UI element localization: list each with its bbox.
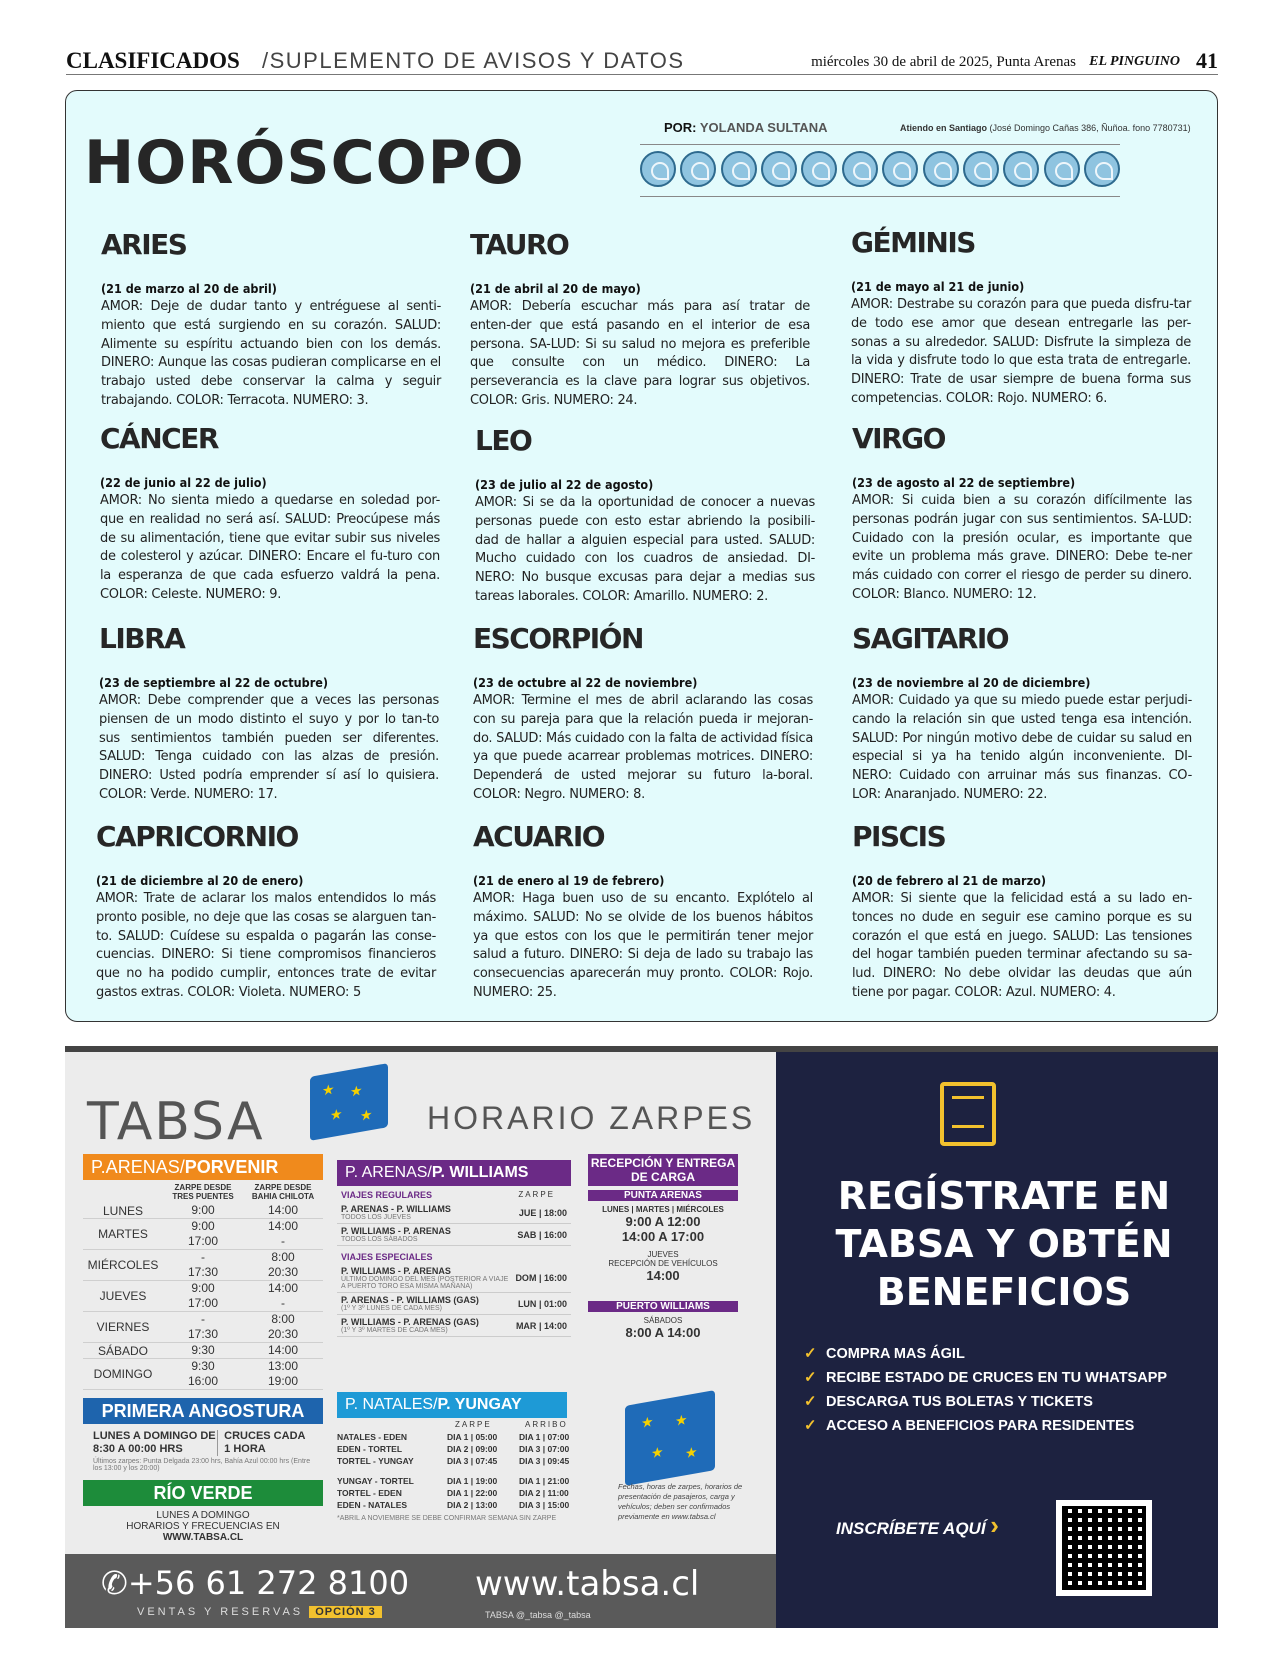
benefit-item: ✓ RECIBE ESTADO DE CRUCES EN TU WHATSAPP [804, 1366, 1167, 1390]
col-tres-puentes: ZARPE DESDE TRES PUENTES [172, 1183, 234, 1201]
porvenir-row [83, 1281, 323, 1312]
cargo-saturdays: SÁBADOS [643, 1316, 683, 1325]
tabsa-logo: TABSA [87, 1092, 265, 1152]
sign-dates: (21 de diciembre al 20 de enero) [96, 873, 304, 888]
separator: | [536, 1320, 544, 1331]
williams-title-a: P. ARENAS/ [345, 1164, 432, 1181]
row-tres-puentes: 9:30 16:00 [187, 1359, 219, 1388]
route-note: TODOS LOS SÁBADOS [341, 1236, 418, 1243]
yungay-arribo: DIA 3 | 07:00 [519, 1444, 570, 1454]
regular-trips-label: VIAJES REGULARES [341, 1190, 433, 1200]
yungay-route: TORTEL - EDEN [337, 1488, 402, 1498]
yungay-row [337, 1455, 593, 1467]
route-hour: 16:00 [543, 1229, 567, 1240]
route-cell [341, 1295, 479, 1312]
section-title: CLASIFICADOS [66, 48, 240, 73]
route-note: (1º Y 3º MARTES DE CADA MES) [341, 1327, 448, 1334]
issue-date: miércoles 30 de abril de 2025, Punta Arenas [811, 54, 1076, 70]
route-cell [341, 1317, 479, 1334]
sign-acuario [473, 820, 813, 1003]
sign-geminis [851, 226, 1191, 409]
yungay-arribo: DIA 1 | 21:00 [519, 1476, 570, 1486]
taurus-icon [680, 151, 716, 187]
sign-sagitario [852, 622, 1192, 805]
separator: | [536, 1273, 544, 1283]
row-bahia-chilota: 13:00 19:00 [267, 1359, 299, 1388]
icon-rule-top [640, 144, 1120, 145]
angostura-hours: LUNES A DOMINGO DE 8:30 A 00:00 HRS [93, 1430, 216, 1455]
row-bahia-chilota: 8:00 20:30 [267, 1250, 299, 1279]
yungay-row [337, 1499, 593, 1511]
benefit-item: ✓ ACCESO A BENEFICIOS PARA RESIDENTES [804, 1414, 1167, 1438]
zodiac-icons [640, 151, 1120, 187]
sagittarius-icon [963, 151, 999, 187]
zarpe-label: ZARPE [518, 1190, 555, 1199]
row-day: LUNES [102, 1203, 143, 1218]
yungay-route: TORTEL - YUNGAY [337, 1456, 414, 1466]
benefit-item: ✓ DESCARGA TUS BOLETAS Y TICKETS [804, 1390, 1167, 1414]
sign-name: TAURO [470, 228, 569, 261]
route-cell [341, 1266, 511, 1290]
rioverde-line2: HORARIOS Y FRECUENCIAS EN [126, 1521, 280, 1532]
cargo-panel [588, 1154, 738, 1340]
row-bahia-chilota: 14:00 - [267, 1219, 299, 1248]
phone-text: +56 61 272 8100 [127, 1564, 410, 1602]
porvenir-title-a: P.ARENAS/ [91, 1157, 185, 1177]
sign-dates: (21 de mayo al 21 de junio) [851, 279, 1025, 294]
schedule-panel [65, 1052, 776, 1628]
route-note: TODOS LOS JUEVES [341, 1214, 411, 1221]
sign-dates: (23 de septiembre al 22 de octubre) [99, 675, 329, 690]
yungay-row [337, 1475, 593, 1487]
author-name: YOLANDA SULTANA [699, 120, 828, 135]
benefits-list [804, 1342, 1167, 1438]
cancer-icon [761, 151, 797, 187]
sign-dates: (22 de junio al 22 de julio) [100, 475, 267, 490]
sign-name: LEO [475, 424, 532, 457]
sign-name: ARIES [101, 228, 187, 261]
yungay-zarpe: DIA 2 | 09:00 [447, 1444, 498, 1454]
angostura-note: Últimos zarpes: Punta Delgada 23:00 hrs, Bahía Azul 00:00 hrs (Entre los 13:00 y los 20:00) [93, 1458, 311, 1472]
phone-icon: ✆ [101, 1564, 128, 1602]
leo-icon [801, 151, 837, 187]
social-handles: TABSA @_tabsa @_tabsa [485, 1610, 591, 1620]
sign-name: ESCORPIÓN [473, 622, 643, 655]
route-day: DOM [515, 1273, 537, 1283]
porvenir-row [83, 1250, 323, 1281]
yungay-row [337, 1443, 593, 1455]
confirmation-note: Fechas, horas de zarpes, horarios de presentación de pasajeros, carga y vehículos; deben ser confirmados previamente en www.tabsa.cl [618, 1482, 743, 1521]
route-name: P. WILLIAMS - P. ARENAS [341, 1266, 451, 1276]
porvenir-row [83, 1343, 323, 1359]
yungay-row [337, 1431, 593, 1443]
williams-schedule [337, 1160, 571, 1337]
cargo-pa: PUNTA ARENAS [588, 1190, 738, 1201]
yungay-zarpe: DIA 3 | 07:45 [447, 1456, 498, 1466]
author-address [900, 123, 1191, 133]
header-divider [66, 74, 1218, 75]
williams-row [337, 1264, 571, 1293]
virgo-icon [842, 151, 878, 187]
porvenir-row [83, 1359, 323, 1390]
scorpio-icon [923, 151, 959, 187]
route-note: ÚLTIMO DOMINGO DEL MES (POSTERIOR A VIAJE A PUERTO TORO ESA MISMA MAÑANA) [341, 1276, 509, 1290]
route-time [516, 1321, 567, 1331]
cargo-h1: 9:00 A 12:00 [625, 1214, 701, 1229]
route-time [519, 1208, 567, 1218]
horoscope-title: HORÓSCOPO [84, 128, 525, 198]
cargo-saturday-hours: 8:00 A 14:00 [625, 1325, 701, 1340]
sign-dates: (21 de enero al 19 de febrero) [473, 873, 665, 888]
route-day: MAR [515, 1320, 537, 1331]
porvenir-title [83, 1154, 323, 1180]
aries-icon [640, 151, 676, 187]
porvenir-schedule [83, 1154, 323, 1390]
route-hour: 18:00 [543, 1207, 567, 1218]
sign-text: AMOR: Trate de aclarar los malos entendidos lo más pronto posible, no deje que las cosas se alarguen tan-to. SALUD: Cuídese su espalda o pagarán las conse-cuencias. DINERO: Si tiene compromisos financieros que no ha podido cumplir, entonces trate de evitar gastos extras. COLOR: Violeta. NUMERO: 5 [96, 891, 436, 1000]
yungay-title-a: P. NATALES/ [345, 1396, 438, 1413]
sign-name: SAGITARIO [852, 622, 1009, 655]
williams-special-rows [337, 1264, 571, 1337]
sign-dates: (21 de marzo al 20 de abril) [101, 281, 277, 296]
williams-row [337, 1202, 571, 1224]
rioverde-line1: LUNES A DOMINGO [156, 1510, 250, 1521]
sign-name: LIBRA [99, 622, 185, 655]
capricorn-icon [1003, 151, 1039, 187]
address-bold: Atiendo en Santiago [900, 123, 988, 133]
page-header [66, 48, 1218, 74]
sign-aries [101, 228, 441, 411]
sign-text: AMOR: Deje de dudar tanto y entréguese al senti-miento que está surgiendo en su corazón. SALUD: Alimente su espíritu actuando bien con los demás. DINERO: Aunque las cosas pudieran complicarse en el trabajo usted debe conservar la calma y seguir trabajando. COLOR: Terracota. NUMERO: 3. [101, 299, 441, 408]
sign-text: AMOR: Debe comprender que a veces las personas piensen de un modo distinto el suyo y por lo tan-to sus sentimientos también pueden ser diferentes. SALUD: Tenga cuidado con las alzas de presión. DINERO: Usted podría emprender sí así lo quisiera. COLOR: Verde. NUMERO: 17. [99, 693, 439, 802]
angostura-schedule [83, 1398, 323, 1474]
row-day: VIERNES [96, 1320, 150, 1334]
separator: | [536, 1298, 544, 1309]
porvenir-row [83, 1312, 323, 1343]
angostura-frequency: CRUCES CADA 1 HORA [217, 1430, 313, 1456]
row-tres-puentes: - 17:30 [187, 1312, 219, 1341]
register-panel [776, 1052, 1218, 1628]
yungay-zarpe: DIA 1 | 19:00 [447, 1476, 498, 1486]
rioverde-title: RÍO VERDE [83, 1480, 323, 1506]
yungay-arribo: DIA 3 | 09:45 [519, 1456, 570, 1466]
sign-name: CAPRICORNIO [96, 820, 298, 853]
porvenir-title-b: PORVENIR [184, 1157, 279, 1177]
route-name: P. ARENAS - P. WILLIAMS (GAS) [341, 1295, 479, 1305]
qr-code[interactable] [1056, 1500, 1152, 1596]
yungay-route: EDEN - TORTEL [337, 1444, 403, 1454]
flag-logo-icon: ★ ★ ★ ★ [310, 1063, 388, 1141]
route-day: LUN [517, 1298, 537, 1309]
row-tres-puentes: 9:30 [191, 1343, 215, 1357]
yungay-row [337, 1487, 593, 1499]
row-bahia-chilota: 14:00 - [267, 1281, 299, 1310]
route-day: JUE [518, 1207, 537, 1218]
tabsa-advertisement [65, 1046, 1218, 1628]
cargo-vehicles-hour: 14:00 [646, 1268, 680, 1283]
cargo-vehicles: RECEPCIÓN DE VEHÍCULOS [608, 1259, 718, 1268]
sign-name: ACUARIO [473, 820, 605, 853]
sign-piscis [852, 820, 1192, 1003]
section-subtitle: /SUPLEMENTO DE AVISOS Y DATOS [262, 48, 685, 73]
sign-tauro [470, 228, 810, 411]
angostura-title: PRIMERA ANGOSTURA [83, 1398, 323, 1424]
row-tres-puentes: 9:00 17:00 [187, 1219, 219, 1248]
chevron-right-icon: › [990, 1510, 999, 1540]
flag-graphic-icon: ★ ★ ★ ★ [625, 1390, 715, 1486]
williams-rows [337, 1202, 571, 1246]
yungay-zarpe: DIA 2 | 13:00 [447, 1500, 498, 1510]
col-bahia-chilota: ZARPE DESDE BAHIA CHILOTA [251, 1183, 315, 1201]
cargo-jueves: JUEVES [647, 1250, 679, 1259]
sign-libra [99, 622, 439, 805]
separator: | [536, 1207, 544, 1218]
sign-text: AMOR: Si se da la oportunidad de conocer a nuevas personas puede con esto estar abriendo la posibili-dad de hallar a alguien especial para usted. SALUD: Mucho cuidado con los cuadros de ansiedad. DI-NERO: No busque excusas para dejar a medias sus tareas laborales. COLOR: Amarillo. NUMERO: 2. [475, 495, 815, 604]
sign-text: AMOR: Termine el mes de abril aclarando las cosas con su pareja para que la relación pueda ir mejoran-do. SALUD: Más cuidado con la falta de actividad física ya que puede acarrear problemas motrices. DINERO: Dependerá de usted mejorar su futuro la-boral. COLOR: Negro. NUMERO: 8. [473, 693, 813, 802]
cargo-title: RECEPCIÓN Y ENTREGA DE CARGA [588, 1154, 738, 1186]
yungay-route: YUNGAY - TORTEL [337, 1476, 414, 1486]
cargo-days: LUNES | MARTES | MIÉRCOLES [602, 1205, 724, 1214]
route-time [515, 1273, 567, 1283]
sign-name: GÉMINIS [851, 226, 975, 259]
sign-name: CÁNCER [100, 422, 218, 455]
signup-cta[interactable] [836, 1510, 999, 1541]
page-number: 41 [1196, 48, 1218, 73]
williams-row [337, 1315, 571, 1337]
sign-text: AMOR: Destrabe su corazón para que pueda disfru-tar de todo ese amor que desean entregarle las per-sonas a su alrededor. SALUD: Disfrute la simpleza de la vida y disfrute todo lo que esta trata de entregarle. DINERO: Trate de usar siempre de buena forma sus competencias. COLOR: Rojo. NUMERO: 6. [851, 297, 1191, 406]
newspaper-brand: EL PINGUINO [1089, 54, 1180, 69]
sign-virgo [852, 422, 1192, 605]
gemini-icon [721, 151, 757, 187]
contact-footer [65, 1554, 776, 1628]
sign-dates: (21 de abril al 20 de mayo) [470, 281, 641, 296]
sign-text: AMOR: Si cuida bien a su corazón difícilmente las personas podrán jugar con sus sentimientos. SA-LUD: Cuidado con la presión ocular, es importante que evite un problema más grave. DINERO: Debe te-ner más cuidado con correr el riesgo de perder su dinero. COLOR: Blanco. NUMERO: 12. [852, 493, 1192, 602]
row-day: SÁBADO [97, 1343, 148, 1358]
phone-number[interactable] [101, 1564, 409, 1602]
yungay-zarpe-label: ZARPE [455, 1420, 492, 1429]
rioverde-schedule [83, 1480, 323, 1543]
sign-leo [475, 424, 815, 607]
yungay-zarpe: DIA 1 | 05:00 [447, 1432, 498, 1442]
cargo-pw: PUERTO WILLIAMS [588, 1301, 738, 1312]
sign-dates: (23 de agosto al 22 de septiembre) [852, 475, 1076, 490]
porvenir-row [83, 1203, 323, 1219]
row-day: JUEVES [99, 1289, 147, 1303]
rioverde-link[interactable]: WWW.TABSA.CL [162, 1532, 244, 1543]
aquarius-icon [1044, 151, 1080, 187]
pisces-icon [1084, 151, 1120, 187]
yungay-title [337, 1392, 567, 1418]
sign-dates: (23 de octubre al 22 de noviembre) [473, 675, 698, 690]
route-hour: 01:00 [543, 1298, 567, 1309]
porvenir-rows [83, 1203, 323, 1390]
route-day: SAB [517, 1229, 537, 1240]
libra-icon [882, 151, 918, 187]
route-hour: 14:00 [543, 1320, 567, 1331]
website-link[interactable]: www.tabsa.cl [475, 1564, 700, 1604]
yungay-route: EDEN - NATALES [337, 1500, 408, 1510]
by-label: POR: [664, 120, 697, 135]
sign-text: AMOR: Haga buen uso de su encanto. Explótelo al máximo. SALUD: No se olvide de los buenos hábitos ya que estos con los que le permitirán tener mejor salud a futuro. DINERO: Si deja de lado su trabajo las consecuencias aparecerán muy pronto. COLOR: Rojo. NUMERO: 25. [473, 891, 813, 1000]
yungay-title-b: P. YUNGAY [437, 1396, 522, 1413]
sales-label: VENTAS Y RESERVAS [137, 1606, 304, 1618]
yungay-arribo: DIA 3 | 15:00 [519, 1500, 570, 1510]
row-bahia-chilota: 14:00 [267, 1203, 299, 1217]
row-bahia-chilota: 14:00 [267, 1343, 299, 1357]
sign-dates: (23 de noviembre al 20 de diciembre) [852, 675, 1091, 690]
yungay-arribo: DIA 2 | 11:00 [519, 1488, 569, 1498]
row-bahia-chilota: 8:00 20:30 [267, 1312, 299, 1341]
sales-option: OPCIÓN 3 [309, 1606, 382, 1618]
cargo-h2: 14:00 A 17:00 [621, 1229, 705, 1244]
benefit-item: ✓ COMPRA MAS ÁGIL [804, 1342, 1167, 1366]
route-cell [341, 1204, 451, 1221]
document-icon [940, 1082, 996, 1146]
sign-text: AMOR: Si siente que la felicidad está a su lado en-tonces no dude en seguir ese camino porque es su corazón el que está en juego. SALUD: Las tensiones del hogar también pueden terminar afectando su sa-lud. DINERO: No debe olvidar las deudas que aún tiene por pagar. COLOR: Azul. NUMERO: 4. [852, 891, 1192, 1000]
row-tres-puentes: - 17:30 [187, 1250, 219, 1279]
sign-dates: (20 de febrero al 21 de marzo) [852, 873, 1046, 888]
yungay-rows [337, 1431, 593, 1511]
address-rest: (José Domingo Cañas 386, Ñuñoa. fono 7780731) [989, 123, 1191, 133]
yungay-arribo-label: ARRIBO [525, 1420, 568, 1429]
sign-text: AMOR: Cuidado ya que su miedo puede estar perjudi-cando la relación sin que usted tenga esa intención. SALUD: Por ningún motivo debe de cuidar su salud en especial si ya ha tenido algún inconveniente. DI-NERO: Cuidado con arruinar más sus finanzas. CO-LOR: Anaranjado. NUMERO: 22. [852, 693, 1192, 802]
yungay-schedule [337, 1392, 593, 1522]
yungay-note: *ABRIL A NOVIEMBRE SE DEBE CONFIRMAR SEMANA SIN ZARPE [337, 1515, 557, 1522]
yungay-zarpe: DIA 1 | 22:00 [447, 1488, 498, 1498]
qr-pattern [1062, 1506, 1146, 1590]
sign-dates: (23 de julio al 22 de agosto) [475, 477, 654, 492]
williams-row [337, 1293, 571, 1315]
williams-row [337, 1224, 571, 1246]
yungay-arribo: DIA 1 | 07:00 [519, 1432, 570, 1442]
route-note: (1º Y 3º LUNES DE CADA MES) [341, 1305, 442, 1312]
row-tres-puentes: 9:00 17:00 [187, 1281, 219, 1310]
separator: | [536, 1229, 544, 1240]
route-cell [341, 1226, 451, 1243]
signup-label: INSCRÍBETE AQUÍ [836, 1519, 986, 1538]
schedule-heading: HORARIO ZARPES [427, 1100, 756, 1136]
row-day: MIÉRCOLES [87, 1258, 159, 1272]
route-name: P. WILLIAMS - P. ARENAS [341, 1226, 451, 1236]
williams-title-b: P. WILLIAMS [431, 1164, 529, 1181]
route-name: P. WILLIAMS - P. ARENAS (GAS) [341, 1317, 479, 1327]
sign-cancer [100, 422, 440, 605]
route-name: P. ARENAS - P. WILLIAMS [341, 1204, 451, 1214]
route-time [518, 1299, 567, 1309]
sign-name: VIRGO [852, 422, 945, 455]
row-day: DOMINGO [93, 1367, 153, 1381]
route-hour: 16:00 [543, 1273, 567, 1283]
sign-text: AMOR: Debería escuchar más para así tratar de enten-der que está pasando en el interior de esa persona. SA-LUD: Si su salud no mejora es preferible que consulte con un médico. DINERO: La perseverancia es la clave para lograr sus objetivos. COLOR: Gris. NUMERO: 24. [470, 299, 810, 408]
row-day: MARTES [98, 1227, 148, 1241]
register-title: REGÍSTRATE EN TABSA Y OBTÉN BENEFICIOS [835, 1174, 1173, 1314]
route-time [517, 1230, 567, 1240]
sign-text: AMOR: No sienta miedo a quedarse en soledad por-que en realidad no será así. SALUD: Preocúpese más de su alimentación, tiene que evitar subir sus niveles de colesterol y azúcar. DINERO: Encare el fu-turo con la esperanza de que cada esfuerzo valdrá la pena. COLOR: Celeste. NUMERO: 9. [100, 493, 440, 602]
sign-name: PISCIS [852, 820, 946, 853]
row-tres-puentes: 9:00 [191, 1203, 215, 1217]
porvenir-row [83, 1219, 323, 1250]
special-trips-label: VIAJES ESPECIALES [341, 1252, 433, 1262]
williams-title [337, 1160, 571, 1186]
sign-capricornio [96, 820, 436, 1003]
icon-rule-bottom [640, 196, 1120, 197]
sales-line [137, 1606, 382, 1618]
author-line [664, 120, 827, 135]
yungay-route: NATALES - EDEN [337, 1432, 408, 1442]
sign-escorpion [473, 622, 813, 805]
